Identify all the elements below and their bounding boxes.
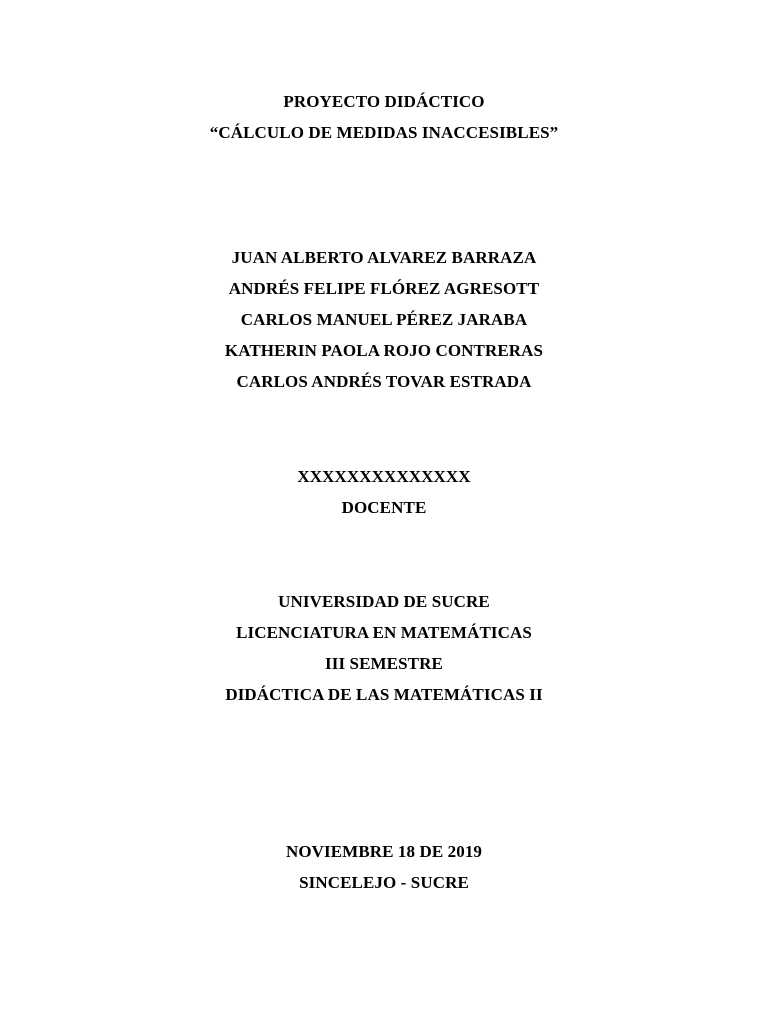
author-name: ANDRÉS FELIPE FLÓREZ AGRESOTT bbox=[228, 279, 540, 298]
footer-block bbox=[0, 836, 768, 898]
institution-block bbox=[0, 586, 768, 710]
teacher-role: DOCENTE bbox=[341, 498, 427, 517]
teacher-name: XXXXXXXXXXXXXX bbox=[297, 467, 471, 486]
author-name: JUAN ALBERTO ALVAREZ BARRAZA bbox=[231, 248, 537, 267]
document-place: SINCELEJO - SUCRE bbox=[299, 873, 469, 892]
project-type: PROYECTO DIDÁCTICO bbox=[283, 92, 485, 111]
university-name: UNIVERSIDAD DE SUCRE bbox=[278, 592, 490, 611]
authors-list bbox=[0, 242, 768, 397]
document-date: NOVIEMBRE 18 DE 2019 bbox=[285, 842, 483, 861]
title-block bbox=[0, 86, 768, 148]
teacher-block bbox=[0, 461, 768, 523]
project-title: “CÁLCULO DE MEDIDAS INACCESIBLES” bbox=[209, 123, 559, 142]
course-name: DIDÁCTICA DE LAS MATEMÁTICAS II bbox=[225, 685, 543, 704]
program-name: LICENCIATURA EN MATEMÁTICAS bbox=[236, 623, 532, 642]
author-name: CARLOS MANUEL PÉREZ JARABA bbox=[240, 310, 528, 329]
author-name: CARLOS ANDRÉS TOVAR ESTRADA bbox=[236, 372, 532, 391]
semester-label: III SEMESTRE bbox=[325, 654, 443, 673]
author-name: KATHERIN PAOLA ROJO CONTRERAS bbox=[224, 341, 544, 360]
